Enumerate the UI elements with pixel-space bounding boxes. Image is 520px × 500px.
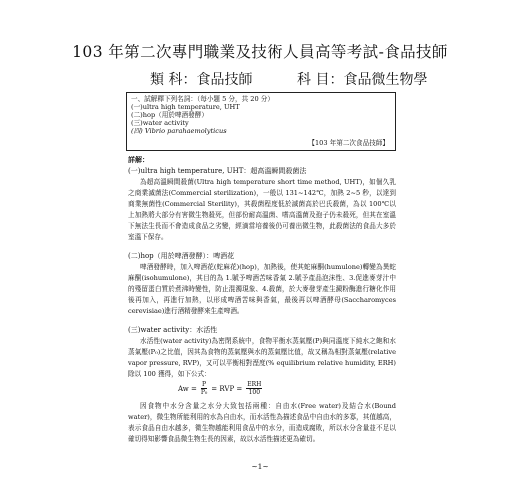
question-source: 【103 年第二次食品技師】 (308, 139, 389, 147)
formula-p: P (202, 381, 207, 388)
section-body: 為超高溫瞬間殺菌(Ultra high temperature short time method, UHT)，如個久乳之商業滅菌法(Commercial sterilization)，一般以 131~142℃，加熱 2~5 秒，以達到商業無菌性(Commercial Sterility)，其殺菌程度低於滅菌高於巴氏殺菌，為以 100℃以上加熱將大部分有害微生物殺死，但部份耐高溫菌、嗜高溫菌及孢子仍未殺死，但其在室溫下無法生長而不會造成食品之劣變，經滴當培養後仍可養出微生物，此殺菌法的食品大多於室溫下保存。 (128, 178, 396, 241)
subject-label: 科 目：食品微生物學 (297, 72, 428, 88)
answer-label: 詳解： (128, 155, 149, 164)
question-item: (二)hop（用於啤酒發酵） (131, 111, 208, 119)
section-heading: (三)water activity：水活性 (128, 326, 218, 334)
category-label: 類 科：食品技師 (150, 72, 253, 88)
section-body: 因食物中水分含量之水分大致包括兩種：自由水(Free water)及結合水(Bound water)，微生物所能利用的水為自由水，而水活性為描述食品中自由水的多寡，其值越高，表示食品自由水越多，微生物越能利用食品中的水分，而造成腐敗，所以水分含量並不足以確切得知影響食品微生物生長的因素，故以水活性描述更為確切。 (128, 402, 396, 443)
formula-erh: ERH (247, 381, 262, 388)
section-body: 水活性(water activity)為密閉系統中，食物平衡水蒸氣壓(P)與同溫度下純水之飽和水蒸氣壓(P₀)之比值，因其為食物的蒸氣壓與水的蒸氣壓比值，故又稱為相對蒸氣壓(relative vapor pressure, RVP)，又可以平衡相對溼度(% equilibrium relative humidity, ERH)除以 100 獲得，如下公式： (128, 337, 396, 378)
section-heading: (二)hop（用於啤酒發酵）：啤酒花 (128, 252, 235, 260)
question-item: (四) Vibrio parahaemolyticus (131, 127, 227, 135)
water-activity-formula (178, 381, 262, 396)
formula-p0: P₀ (200, 389, 208, 396)
section-heading: (一)ultra high temperature, UHT：超高溫瞬間殺菌法 (128, 167, 307, 175)
question-item: (三)water activity (131, 119, 189, 127)
question-item: (一)ultra high temperature, UHT (131, 103, 240, 111)
formula-mid: = RVP = (211, 384, 243, 393)
formula-100: 100 (248, 389, 261, 396)
question-box (126, 92, 396, 151)
erh-over-100 (246, 381, 262, 396)
section-body: 啤酒發酵時，加入啤酒花(蛇麻花)(hop)，加熱後，使其蛇麻酮(humulone)轉變為異蛇麻酮(isohumulone)，其目的為 1.賦予啤酒苦味香氣 2.賦予產品泡沫性、3.促進麥芽汁中的殘留蛋白質於煮沸時變性，防止混濁現象、4.殺菌，於大麥發芽產生澱粉酶進行糖化作用後再加入，再進行加熱，以形成啤酒苦味與香氣，最後再以啤酒酵母(Saccharomyces cerevisiae)進行酒精發酵來生產啤酒。 (128, 263, 396, 315)
formula-lhs: Aw = (178, 384, 197, 393)
p-over-p0 (201, 381, 207, 396)
page-number: ~1~ (251, 462, 269, 471)
question-instruction: 一、試解釋下列名詞：（每小題 5 分，共 20 分） (131, 95, 274, 103)
exam-title: 103 年第二次專門職業及技術人員高等考試-食品技師 (72, 43, 448, 61)
